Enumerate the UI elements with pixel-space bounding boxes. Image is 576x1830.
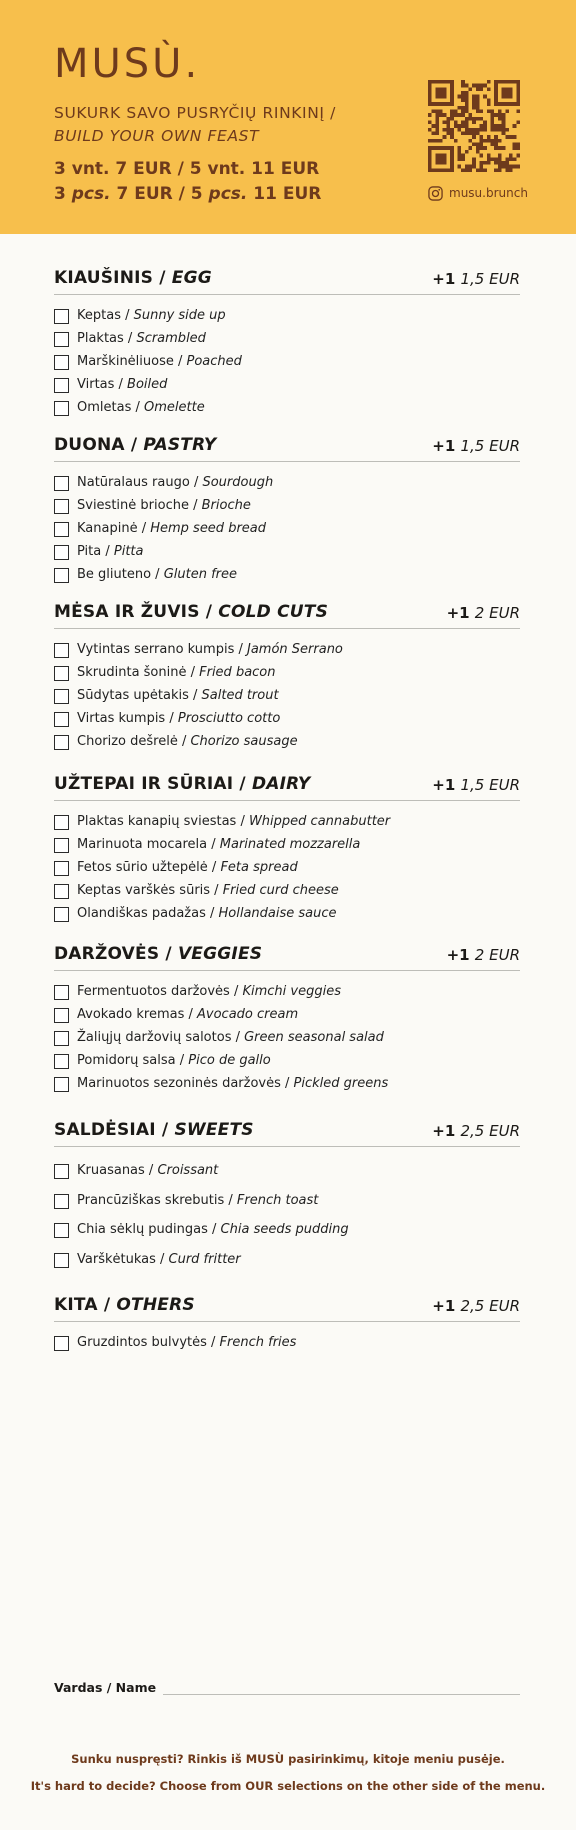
checkbox[interactable] xyxy=(54,1031,69,1046)
section-price: +1 2,5 EUR xyxy=(432,1122,520,1140)
section-others xyxy=(54,1293,520,1350)
list-item[interactable]: Skrudinta šoninė / Fried bacon xyxy=(54,664,276,682)
section-title: KITA / OTHERS xyxy=(54,1295,195,1315)
checkbox[interactable] xyxy=(54,332,69,347)
list-item[interactable]: Virtas / Boiled xyxy=(54,376,167,394)
section-header xyxy=(54,266,520,295)
subtitle-lt: SUKURK SAVO PUSRYČIŲ RINKINĮ / xyxy=(54,104,336,122)
section-header xyxy=(54,433,520,462)
list-item[interactable]: Natūralaus raugo / Sourdough xyxy=(54,474,273,492)
checkbox[interactable] xyxy=(54,1253,69,1268)
name-label: Vardas / Name xyxy=(54,1680,157,1695)
list-item[interactable]: Keptas varškės sūris / Fried curd cheese xyxy=(54,882,339,900)
list-item[interactable]: Marškinėliuose / Poached xyxy=(54,353,242,371)
subtitle-en: BUILD YOUR OWN FEAST xyxy=(54,127,260,145)
instagram-link[interactable] xyxy=(428,184,528,202)
list-item[interactable]: Fetos sūrio užtepėlė / Feta spread xyxy=(54,859,298,877)
section-price: +1 1,5 EUR xyxy=(432,776,520,794)
checkbox[interactable] xyxy=(54,545,69,560)
list-item[interactable]: Marinuota mocarela / Marinated mozzarella xyxy=(54,836,360,854)
section-header xyxy=(54,942,520,971)
checkbox[interactable] xyxy=(54,712,69,727)
section-header xyxy=(54,1118,520,1147)
section-title: DUONA / PASTRY xyxy=(54,435,217,455)
checkbox[interactable] xyxy=(54,1194,69,1209)
list-item[interactable]: Omletas / Omelette xyxy=(54,399,205,417)
checkbox[interactable] xyxy=(54,985,69,1000)
brand-logo: MUSÙ. xyxy=(54,41,201,87)
section-dairy xyxy=(54,772,520,921)
checkbox[interactable] xyxy=(54,1164,69,1179)
checkbox[interactable] xyxy=(54,861,69,876)
section-cold-cuts xyxy=(54,600,520,749)
section-price: +1 1,5 EUR xyxy=(432,437,520,455)
checkbox[interactable] xyxy=(54,378,69,393)
section-title: DARŽOVĖS / VEGGIES xyxy=(54,944,263,964)
list-item[interactable]: Sūdytas upėtakis / Salted trout xyxy=(54,687,279,705)
section-pastry xyxy=(54,433,520,582)
checkbox[interactable] xyxy=(54,1077,69,1092)
checkbox[interactable] xyxy=(54,522,69,537)
section-header xyxy=(54,772,520,801)
section-egg xyxy=(54,266,520,415)
header-banner xyxy=(0,0,576,234)
price-lt: 3 vnt. 7 EUR / 5 vnt. 11 EUR xyxy=(54,159,320,179)
list-item[interactable]: Fermentuotos daržovės / Kimchi veggies xyxy=(54,983,341,1001)
checkbox[interactable] xyxy=(54,476,69,491)
section-title: MĖSA IR ŽUVIS / COLD CUTS xyxy=(54,602,329,622)
checkbox[interactable] xyxy=(54,884,69,899)
section-header xyxy=(54,600,520,629)
checkbox[interactable] xyxy=(54,355,69,370)
checkbox[interactable] xyxy=(54,838,69,853)
checkbox[interactable] xyxy=(54,815,69,830)
list-item[interactable]: Be gliuteno / Gluten free xyxy=(54,566,237,584)
section-title: KIAUŠINIS / EGG xyxy=(54,268,212,288)
instagram-handle: musu.brunch xyxy=(449,186,528,200)
list-item[interactable]: Kanapinė / Hemp seed bread xyxy=(54,520,266,538)
instagram-icon xyxy=(428,186,443,201)
list-item[interactable]: Prancūziškas skrebutis / French toast xyxy=(54,1192,318,1210)
list-item[interactable]: Žaliųjų daržovių salotos / Green seasonal salad xyxy=(54,1029,384,1047)
section-sweets xyxy=(54,1118,520,1267)
checkbox[interactable] xyxy=(54,1223,69,1238)
checkbox[interactable] xyxy=(54,1008,69,1023)
list-item[interactable]: Keptas / Sunny side up xyxy=(54,307,226,325)
price-en: 3 pcs. 7 EUR / 5 pcs. 11 EUR xyxy=(54,184,322,204)
list-item[interactable]: Kruasanas / Croissant xyxy=(54,1162,218,1180)
name-input-line[interactable] xyxy=(163,1694,520,1695)
section-price: +1 2 EUR xyxy=(446,946,520,964)
list-item[interactable]: Marinuotos sezoninės daržovės / Pickled greens xyxy=(54,1075,388,1093)
checkbox[interactable] xyxy=(54,309,69,324)
section-price: +1 2 EUR xyxy=(446,604,520,622)
checkbox[interactable] xyxy=(54,907,69,922)
list-item[interactable]: Vytintas serrano kumpis / Jamón Serrano xyxy=(54,641,343,659)
checkbox[interactable] xyxy=(54,499,69,514)
list-item[interactable]: Varškėtukas / Curd fritter xyxy=(54,1251,241,1269)
qr-code-icon[interactable] xyxy=(428,80,520,172)
section-title: SALDĖSIAI / SWEETS xyxy=(54,1120,254,1140)
section-price: +1 2,5 EUR xyxy=(432,1297,520,1315)
section-veggies xyxy=(54,942,520,1091)
section-title: UŽTEPAI IR SŪRIAI / DAIRY xyxy=(54,774,311,794)
list-item[interactable]: Olandiškas padažas / Hollandaise sauce xyxy=(54,905,337,923)
list-item[interactable]: Plaktas kanapių sviestas / Whipped cannabutter xyxy=(54,813,390,831)
checkbox[interactable] xyxy=(54,1054,69,1069)
list-item[interactable]: Pomidorų salsa / Pico de gallo xyxy=(54,1052,271,1070)
checkbox[interactable] xyxy=(54,689,69,704)
list-item[interactable]: Plaktas / Scrambled xyxy=(54,330,206,348)
checkbox[interactable] xyxy=(54,643,69,658)
list-item[interactable]: Pita / Pitta xyxy=(54,543,144,561)
section-price: +1 1,5 EUR xyxy=(432,270,520,288)
list-item[interactable]: Avokado kremas / Avocado cream xyxy=(54,1006,298,1024)
list-item[interactable]: Virtas kumpis / Prosciutto cotto xyxy=(54,710,280,728)
checkbox[interactable] xyxy=(54,401,69,416)
list-item[interactable]: Chorizo dešrelė / Chorizo sausage xyxy=(54,733,298,751)
section-header xyxy=(54,1293,520,1322)
list-item[interactable]: Gruzdintos bulvytės / French fries xyxy=(54,1334,296,1352)
list-item[interactable]: Sviestinė brioche / Brioche xyxy=(54,497,251,515)
checkbox[interactable] xyxy=(54,1336,69,1351)
checkbox[interactable] xyxy=(54,568,69,583)
checkbox[interactable] xyxy=(54,735,69,750)
footer-note-en: It's hard to decide? Choose from OUR selections on the other side of the menu. xyxy=(30,1779,546,1793)
list-item[interactable]: Chia sėklų pudingas / Chia seeds pudding xyxy=(54,1221,349,1239)
footer-note-lt: Sunku nuspręsti? Rinkis iš MUSÙ pasirinkimų, kitoje meniu pusėje. xyxy=(71,1752,505,1766)
checkbox[interactable] xyxy=(54,666,69,681)
